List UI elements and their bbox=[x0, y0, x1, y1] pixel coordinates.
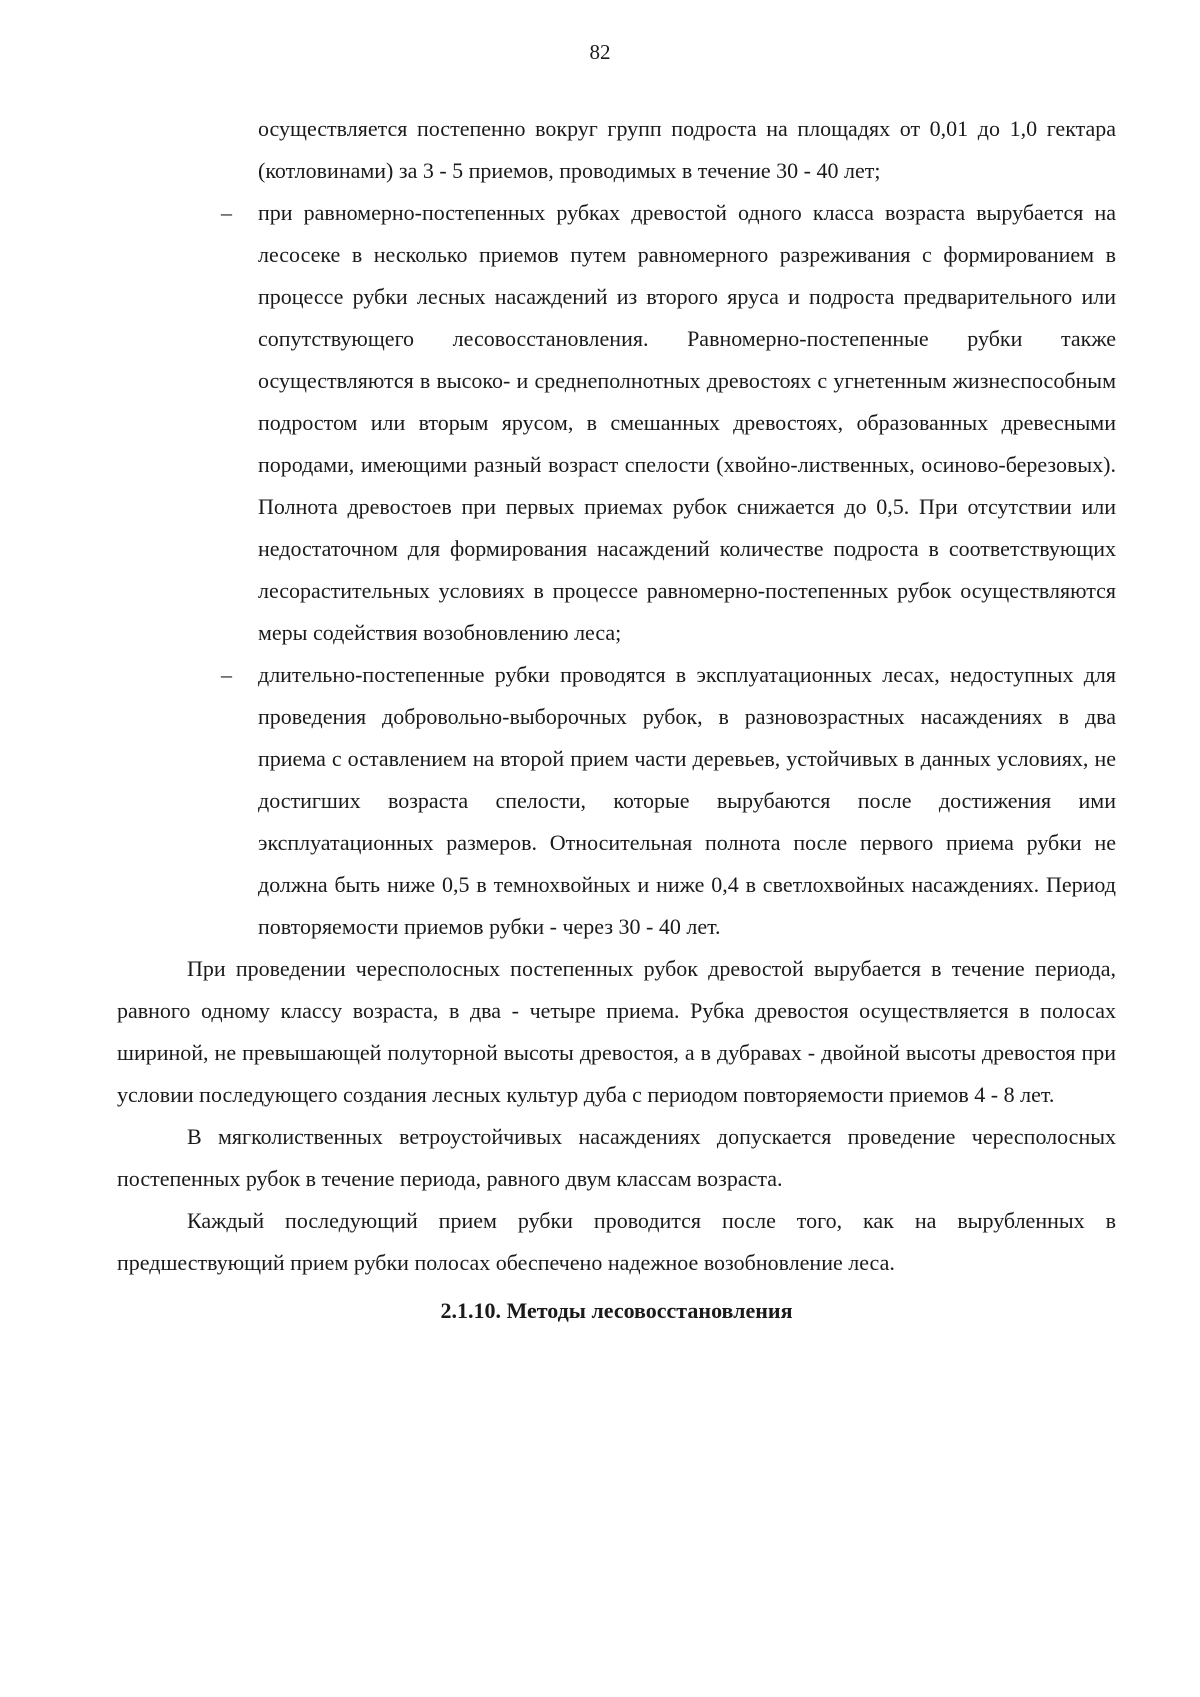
document-body bbox=[117, 108, 1116, 1332]
section-heading: 2.1.10. Методы лесовосстановления bbox=[440, 1298, 793, 1323]
continuation-paragraph: осуществляется постепенно вокруг групп подроста на площадях от 0,01 до 1,0 гектара (котловинами) за 3 - 5 приемов, проводимых в течение 30 - 40 лет; bbox=[258, 116, 1116, 183]
bullet-dash: – bbox=[221, 200, 232, 225]
body-paragraph: При проведении чересполосных постепенных рубок древостой вырубается в течение периода, равного одному классу возраста, в два - четыре приема. Рубка древостоя осуществляется в полосах шириной, не превышающей полуторной высоты древостоя, а в дубравах - двойной высоты древостоя при условии последующего создания лесных культур дуба с периодом повторяемости приемов 4 - 8 лет. bbox=[117, 956, 1116, 1107]
list-item bbox=[117, 192, 1116, 654]
list-item-text: длительно-постепенные рубки проводятся в эксплуатационных лесах, недоступных для проведения добровольно-выборочных рубок, в разновозрастных насаждениях в два приема с оставлением на второй прием части деревьев, устойчивых в данных условиях, не достигших возраста спелости, которые вырубаются после достижения ими эксплуатационных размеров. Относительная полнота после первого приема рубки не должна быть ниже 0,5 в темнохвойных и ниже 0,4 в светлохвойных насаждениях. Период повторяемости приемов рубки - через 30 - 40 лет. bbox=[258, 662, 1116, 939]
list-item bbox=[117, 654, 1116, 948]
body-paragraph: В мягколиственных ветроустойчивых насаждениях допускается проведение чересполосных постепенных рубок в течение периода, равного двум классам возраста. bbox=[117, 1124, 1116, 1191]
bullet-dash: – bbox=[221, 662, 232, 687]
list-item-text: при равномерно-постепенных рубках древостой одного класса возраста вырубается на лесосеке в несколько приемов путем равномерного разреживания с формированием в процессе рубки лесных насаждений из второго яруса и подроста предварительного или сопутствующего лесовосстановления. Равномерно-постепенные рубки также осуществляются в высоко- и среднеполнотных древостоях с угнетенным жизнеспособным подростом или вторым ярусом, в смешанных древостоях, образованных древесными породами, имеющими разный возраст спелости (хвойно-лиственных, осиново-березовых). Полнота древостоев при первых приемах рубок снижается до 0,5. При отсутствии или недостаточном для формирования насаждений количестве подроста в соответствующих лесорастительных условиях в процессе равномерно-постепенных рубок осуществляются меры содействия возобновлению леса; bbox=[258, 200, 1116, 645]
page-number: 82 bbox=[589, 40, 611, 64]
body-paragraph: Каждый последующий прием рубки проводится после того, как на вырубленных в предшествующий прием рубки полосах обеспечено надежное возобновление леса. bbox=[117, 1208, 1116, 1275]
